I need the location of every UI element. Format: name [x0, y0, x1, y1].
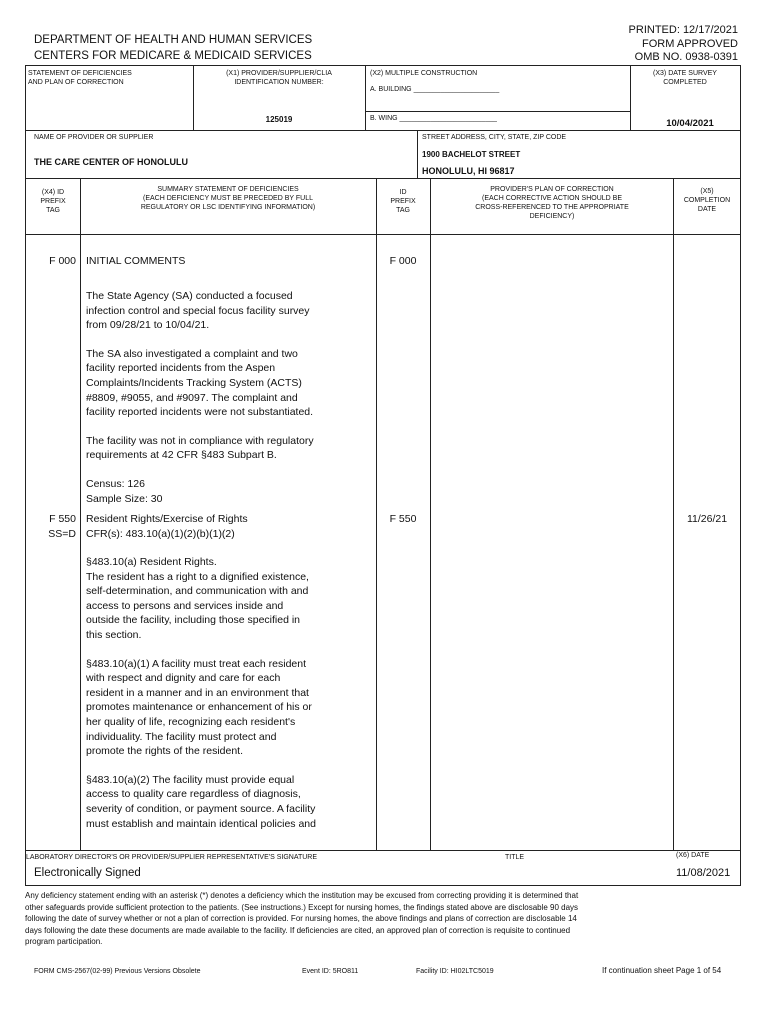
f550-cfr: CFR(s): 483.10(a)(1)(2)(b)(1)(2): [86, 528, 235, 540]
x1-label: (X1) PROVIDER/SUPPLIER/CLIA IDENTIFICATION NUMBER:: [226, 70, 332, 86]
f550-scope-severity: SS=D: [48, 528, 76, 540]
form-number: FORM CMS-2567(02-99) Previous Versions Obsolete: [34, 968, 201, 975]
plan-column-header: PROVIDER'S PLAN OF CORRECTION (EACH CORRECTIVE ACTION SHOULD BE CROSS-REFERENCED TO THE APPROPRIATE DEFICIENCY): [475, 186, 629, 220]
signature-date: 11/08/2021: [676, 867, 731, 879]
resident-rights-paragraph: §483.10(a) Resident Rights. The resident has a right to a dignified existence, self-determination, and communication with and access to persons and services inside and outside the facility, including those specified in this section.: [86, 556, 309, 641]
cms-line: CENTERS FOR MEDICARE & MEDICAID SERVICES: [34, 50, 312, 62]
f000-id: F 000: [389, 255, 417, 267]
statement-label: STATEMENT OF DEFICIENCIES AND PLAN OF CORRECTION: [28, 70, 132, 86]
provider-name: THE CARE CENTER OF HONOLULU: [34, 157, 188, 167]
equal-access-paragraph: §483.10(a)(2) The facility must provide equal access to quality care regardless of diagnosis, severity of condition, or payment source. A facility must establish and maintain identical policies and: [86, 773, 316, 830]
title-label: TITLE: [505, 854, 525, 861]
printed-date: PRINTED: 12/17/2021: [628, 24, 738, 36]
form-approved: FORM APPROVED: [642, 38, 738, 50]
street-address: 1900 BACHELOT STREET: [422, 150, 521, 159]
wing-line: B. WING _________________________: [370, 115, 497, 122]
f550-title: Resident Rights/Exercise of Rights: [86, 513, 248, 525]
summary-body: [86, 289, 374, 506]
complaint-paragraph: The SA also investigated a complaint and two facility reported incidents from the Aspen Complaints/Incidents Tracking System (ACTS) #8809, #9055, and #9097. The complaint and facility reported incidents were not substantiated.: [86, 347, 314, 419]
disclosure-footnote: Any deficiency statement ending with an asterisk (*) denotes a deficiency which the institution may be excused from correcting providing it is determined that other safeguards provide sufficient protection to the patients. (See instructions.) Except for nursing homes, the findings stated above are disclosable 90 days following the date of survey whether or not a plan of correction is provided. For nursing homes, the above findings and plans of correction are disclosable 14 days following the date these documents are made available to the facility. If deficiencies are cited, an approved plan of correction is requisite to continued program participation.: [25, 891, 579, 947]
f550-body: [86, 555, 374, 831]
x5-column-header: (X5) COMPLETION DATE: [683, 188, 731, 213]
date-label: (X6) DATE: [676, 852, 710, 859]
survey-paragraph: The State Agency (SA) conducted a focused infection control and special focus facility survey from 09/28/21 to 10/04/21.: [86, 290, 310, 332]
summary-column-header: SUMMARY STATEMENT OF DEFICIENCIES (EACH DEFICIENCY MUST BE PRECEDED BY FULL REGULATORY OR LSC IDENTIFYING INFORMATION): [140, 186, 316, 211]
f000-title: INITIAL COMMENTS: [86, 255, 186, 267]
address-label: STREET ADDRESS, CITY, STATE, ZIP CODE: [422, 134, 567, 141]
x3-label: (X3) DATE SURVEY COMPLETED: [653, 70, 717, 86]
x4-column-header: (X4) ID PREFIX TAG: [40, 189, 66, 214]
facility-id: Facility ID: HI02LTC5019: [416, 968, 494, 975]
provider-name-label: NAME OF PROVIDER OR SUPPLIER: [34, 134, 154, 141]
event-id: Event ID: 5RO811: [302, 968, 359, 975]
provider-id: 125019: [265, 115, 293, 124]
dignity-paragraph: §483.10(a)(1) A facility must treat each resident with respect and dignity and care for each resident in a manner and in an environment that promotes maintenance or enhancement of his or her quality of life, recognizing each resident's individuality. The facility must protect and promote the rights of the resident.: [86, 657, 312, 758]
building-line: A. BUILDING ______________________: [370, 86, 500, 93]
department-line: DEPARTMENT OF HEALTH AND HUMAN SERVICES: [34, 34, 313, 46]
id-column-header: ID PREFIX TAG: [390, 189, 416, 214]
x2-label: (X2) MULTIPLE CONSTRUCTION: [370, 70, 478, 77]
f550-tag: F 550: [49, 513, 76, 525]
survey-completed-date: 10/04/2021: [666, 118, 714, 129]
census-paragraph: Census: 126 Sample Size: 30: [86, 477, 163, 505]
compliance-paragraph: The facility was not in compliance with regulatory requirements at 42 CFR §483 Subpart B.: [86, 434, 314, 462]
city-state-zip: HONOLULU, HI 96817: [422, 166, 515, 176]
page-indicator: If continuation sheet Page 1 of 54: [602, 966, 722, 975]
f550-id: F 550: [389, 513, 417, 525]
f000-tag: F 000: [49, 255, 76, 267]
f550-completion-date: 11/26/21: [686, 513, 728, 525]
omb-number: OMB NO. 0938-0391: [634, 51, 738, 63]
signature-value: Electronically Signed: [34, 867, 141, 879]
signature-label: LABORATORY DIRECTOR'S OR PROVIDER/SUPPLIER REPRESENTATIVE'S SIGNATURE: [26, 854, 318, 861]
